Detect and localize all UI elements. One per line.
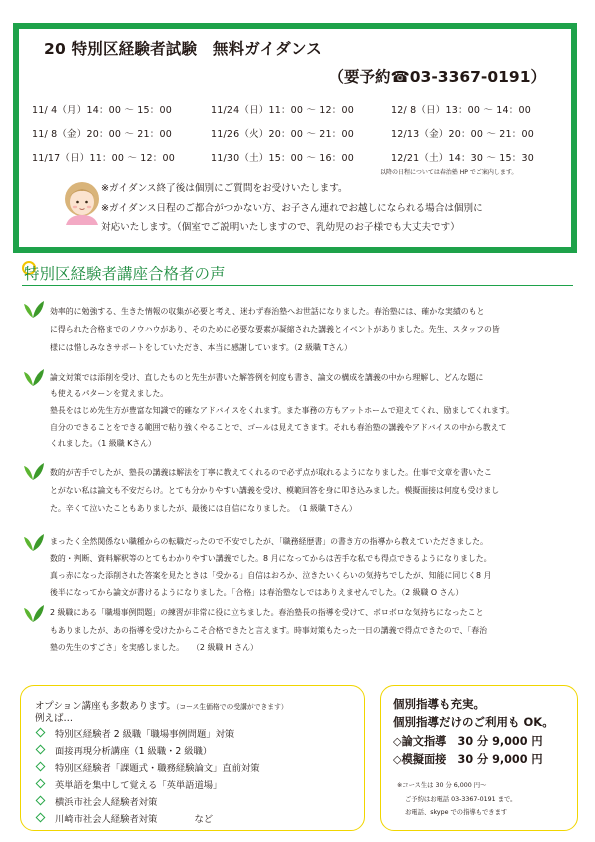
date-item: 11/26（火）20：00 〜 21：00 [211, 129, 354, 140]
individual-note: ご予約はお電話 03-3367-0191 まで。 [405, 796, 517, 803]
date-item: 11/30（土）15：00 〜 16：00 [211, 153, 354, 164]
leaf-icon [22, 299, 46, 319]
option-item-label: 特別区経験者「課題式・職務経験論文」直前対策 [55, 763, 260, 774]
date-item: 12/13（金）20：00 〜 21：00 [391, 129, 534, 140]
individual-note: ※コース生は 30 分 6,000 円〜 [397, 782, 487, 789]
individual-line1: 個別指導も充実。 [393, 697, 485, 711]
testimonial-line: 数的が苦手でしたが、塾長の講義は解法を丁寧に教えてくれるので必ず点が取れるようになりました。仕事で文章を書いたこ [50, 468, 492, 477]
option-item-label: 英単語を集中して覚える「英単語道場」 [55, 780, 223, 791]
options-heading-note: （コース生価格での受講ができます） [175, 703, 288, 711]
leaf-icon [22, 367, 46, 387]
date-item: 11/ 4（月）14：00 〜 15：00 [32, 105, 172, 116]
leaf-icon [22, 532, 46, 552]
guidance-note: ※ガイダンス日程のご都合がつかない方、お子さん連れでお越しになられる場合は個別に [101, 203, 483, 214]
date-item: 12/21（土）14：30 〜 15：30 [391, 153, 534, 164]
testimonial-line: に得られた合格までのノウハウがあり、そのために必要な要素が凝縮された講義とイベントがありました。先生、スタッフの皆 [50, 325, 500, 334]
testimonial-line: 論文対策では添削を受け、直したものと先生が書いた解答例を何度も書き、論文の構成を講義の中から理解し、どんな題に [50, 373, 484, 382]
option-item [35, 811, 213, 825]
diamond-bullet-icon [36, 762, 46, 772]
guidance-phone: （要予約☎03-3367-0191） [328, 68, 546, 86]
option-item-label: 横浜市社会人経験者対策 [55, 797, 158, 808]
testimonial-line: 後半になってから論文が書けるようになりました。「合格」は春治塾なしではありえませんでした。（2 級職 O さん） [50, 588, 464, 597]
title-underline [22, 285, 573, 286]
option-item [35, 794, 157, 808]
option-item-label: 川崎市社会人経験者対策 など [55, 814, 214, 825]
staff-avatar-icon [61, 179, 103, 225]
testimonial-line: もありましたが、あの指導を受けたからこそ合格できたと言えます。時事対策もたった一日の講義で得点できたので、「春治 [50, 626, 488, 635]
option-item-label: 面接再現分析講座（1 級職・2 級職） [55, 746, 213, 757]
individual-box [380, 685, 578, 831]
diamond-bullet-icon [36, 728, 46, 738]
leaf-icon [22, 603, 46, 623]
option-item [35, 743, 212, 757]
testimonial-line: とがない私は論文も不安だらけ。とても分かりやすい講義を受け、模範回答を身に叩き込みました。模擬面接は何度も受けまし [50, 486, 500, 495]
date-item: 12/ 8（日）13：00 〜 14：00 [391, 105, 531, 116]
leaf-icon [22, 461, 46, 481]
guidance-box [13, 23, 577, 253]
individual-line2: 個別指導だけのご利用も OK。 [393, 715, 554, 729]
diamond-bullet-icon [36, 796, 46, 806]
options-heading: オプション講座も多数あります。 [35, 701, 176, 712]
testimonial-line: 塾の先生のすごさ」を実感しました。 （2 級職 H さん） [50, 643, 258, 652]
testimonial-line: も使えるパターンを覚えました。 [50, 389, 169, 398]
individual-item: ◇論文指導 30 分 9,000 円 [393, 735, 543, 748]
guidance-note: ※ガイダンス終了後は個別にご質問をお受けいたします。 [101, 183, 348, 194]
date-item: 11/ 8（金）20：00 〜 21：00 [32, 129, 172, 140]
date-item: 11/17（日）11：00 〜 12：00 [32, 153, 175, 164]
option-item-label: 特別区経験者 2 級職「職場事例問題」対策 [55, 729, 235, 740]
testimonial-line: 真っ赤になった添削された答案を見たときは「受かる」自信はおろか、泣きたいくらいの気持ちでしたが、知能に同じく8 月 [50, 571, 492, 580]
individual-note: お電話、skype での指導もできます [405, 809, 508, 816]
date-footnote: 以降の日程については春治塾 HP でご案内します。 [380, 169, 518, 176]
testimonial-line: くれました。（1 級職 Kさん） [50, 439, 156, 448]
date-item: 11/24（日）11：00 〜 12：00 [211, 105, 354, 116]
options-box [20, 685, 365, 831]
testimonial-line: 効率的に勉強する、生きた情報の収集が必要と考え、迷わず春治塾へお世話になりました。春治塾には、確かな実績のもと [50, 307, 485, 316]
testimonial-line: 塾長をはじめ先生方が豊富な知識で的確なアドバイスをくれます。また事務の方もアットホームで迎えてくれ、励ましてくれます。 [50, 406, 514, 415]
testimonial-line: 数的・判断、資料解釈等のとてもわかりやすい講義でした。8 月になってからは苦手な私でも得点できるようになりました。 [50, 554, 492, 563]
option-item [35, 777, 222, 791]
testimonial-line: 自分のできることをできる範囲で粘り強くやることで、ゴールは見えてきます。それも春治塾の講義やアドバイスの中から教えて [50, 423, 507, 432]
individual-item: ◇模擬面接 30 分 9,000 円 [393, 753, 543, 766]
diamond-bullet-icon [36, 779, 46, 789]
diamond-bullet-icon [36, 813, 46, 823]
diamond-bullet-icon [36, 745, 46, 755]
testimonial-line: た。辛くて泣いたこともありましたが、最後には自信になりました。 （1 級職 Tさん） [50, 504, 357, 513]
options-example: 例えば… [35, 713, 74, 724]
option-item [35, 760, 260, 774]
testimonial-line: まったく全然関係ない職種からの転職だったので不安でしたが、「職務経歴書」の書き方の指導から教えていただきました。 [50, 537, 488, 546]
option-item [35, 726, 234, 740]
testimonial-line: 2 級職にある「職場事例問題」の練習が非常に役に立ちました。春治塾長の指導を受けて、ボロボロな気持ちになったこと [50, 608, 484, 617]
guidance-note: 対応いたします。（個室でご説明いたしますので、乳幼児のお子様でも大丈夫です） [101, 222, 460, 233]
section-title: 特別区経験者講座合格者の声 [24, 265, 226, 283]
testimonial-line: 様には惜しみなきサポートをしていただき、本当に感謝しています。（2 級職 Tさん） [50, 343, 352, 352]
guidance-title: 20 特別区経験者試験 無料ガイダンス [44, 40, 322, 58]
